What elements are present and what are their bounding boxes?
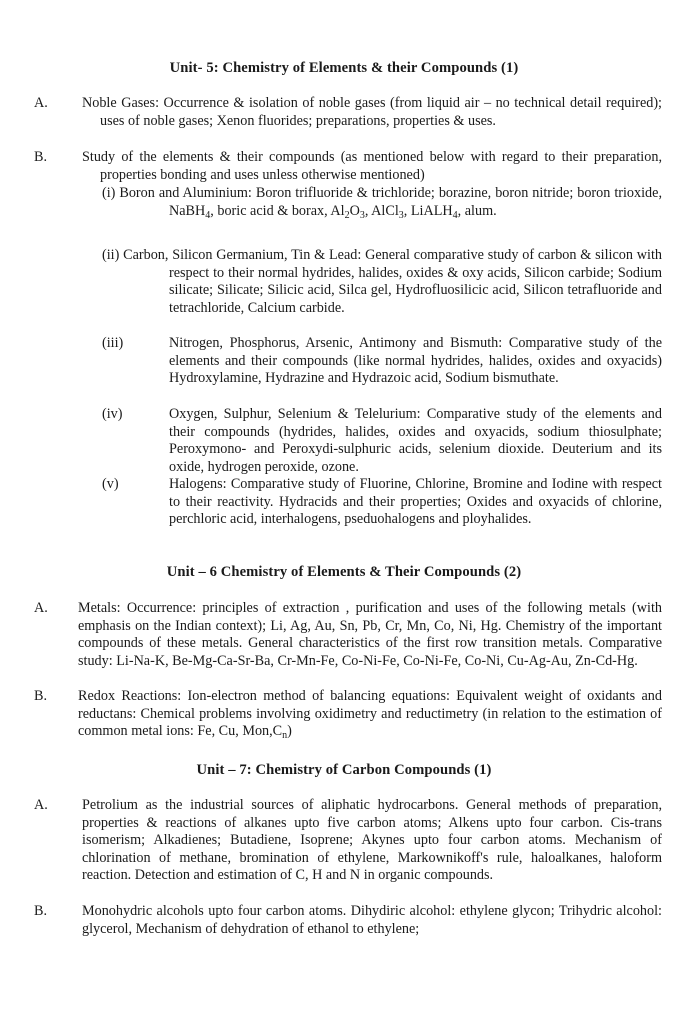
unit5-sub-iii: [102, 335, 662, 388]
sub-text: Oxygen, Sulphur, Selenium & Telelurium: Comparative study of the elements and their compounds (hydrides, halides, oxides and oxyacids, sodium thiosulphate; Peroxymono- and Peroxydi-sulphuric acids, selenium dioxide. Deuterium and its oxide, hydrogen peroxide, ozone.: [169, 406, 662, 475]
sub-number: (iv): [102, 406, 123, 422]
subscript: 4: [452, 209, 458, 221]
text-part: General comparative study of carbon & silicon with respect to their normal hydrides, halides, oxides & oxy acids, Silicon carbide; Sodium silicate; Silicate; Silicic acid, Silca gel, Hydrofluosilicic acid, Silicon tetrafluoride and tetrachloride, Calcium carbide.: [169, 247, 662, 316]
text-part: , alum.: [457, 202, 497, 219]
sub-number: (iii): [102, 335, 124, 351]
unit5-sub-v: [102, 476, 662, 529]
text-part: O: [349, 202, 360, 219]
item-marker: B.: [34, 903, 48, 919]
subscript: n: [282, 730, 288, 742]
sub-number: (v): [102, 476, 119, 492]
unit5-heading: Unit- 5: Chemistry of Elements & their Compounds (1): [169, 60, 519, 76]
text-part: Boron trifluoride & trichloride; borazine, boron nitride; boron trioxide, NaBH: [169, 185, 662, 219]
subscript: 3: [398, 209, 404, 221]
unit6-heading: Unit – 6 Chemistry of Elements & Their Compounds (2): [166, 564, 522, 580]
text-part: , AlCl: [364, 202, 399, 219]
item-text: Petrolium as the industrial sources of aliphatic hydrocarbons. General methods of preparation, properties & reactions of alkanes upto five carbon atoms; Alkens upto four carbon. Cis-trans isomerism; Alkadienes; Butadiene, Isoprene; Akynes upto four carbon atoms. Mechanism of chlorination of methane, bromination of ethylene, Markownikoff's rule, haloalkanes, haloform reaction. Detection and estimation of C, H and N in organic compounds.: [82, 797, 662, 884]
unit5-sub-iv: [102, 406, 662, 476]
sub-text: [102, 185, 662, 220]
unit6-item-b: [34, 688, 662, 741]
item-text: Noble Gases: Occurrence & isolation of noble gases (from liquid air – no technical detail required); uses of noble gases; Xenon fluorides; preparations, properties & uses.: [82, 95, 662, 129]
sub-text: Nitrogen, Phosphorus, Arsenic, Antimony and Bismuth: Comparative study of the elements and their compounds (like normal hydrides, halides, oxides and oxyacids) Hydroxylamine, Hydrazine and Hydrazoic acid, Sodium bismuthate.: [169, 335, 662, 387]
text-part: Redox Reactions: Ion-electron method of balancing equations: Equivalent weight of oxidants and reductans: Chemical problems involving oxidimetry and reductimetry (in relation to the estimation of common metal ions: Fe, Cu, Mon,C: [78, 688, 662, 740]
text-part: , LiALH: [403, 202, 453, 219]
item-marker: B.: [34, 149, 48, 165]
unit7-item-b: [34, 903, 662, 938]
unit5-item-b: [34, 149, 662, 184]
sub-text: Halogens: Comparative study of Fluorine, Chlorine, Bromine and Iodine with respect to their reactivity. Hydracids and their properties; Oxides and oxyacids of chlorine, perchloric acid, interhalogens, pseduohalogens and ployhalides.: [169, 476, 662, 528]
unit6-item-a: [34, 600, 662, 670]
sub-text: [102, 247, 662, 317]
item-marker: A.: [34, 95, 48, 111]
unit5-sub-i: [102, 185, 662, 220]
text-part: , boric acid & borax, Al: [210, 202, 345, 219]
item-text: Study of the elements & their compounds (as mentioned below with regard to their preparation, properties bonding and uses unless otherwise mentioned): [82, 149, 662, 183]
sub-label: (ii) Carbon, Silicon Germanium, Tin & Lead:: [102, 247, 362, 263]
unit5-item-a: [34, 95, 662, 130]
item-marker: A.: [34, 797, 48, 813]
item-text: Monohydric alcohols upto four carbon atoms. Dihydiric alcohol: ethylene glycon; Trihydric alcohol: glycerol, Mechanism of dehydration of ethanol to ethylene;: [82, 903, 662, 937]
subscript: 3: [359, 209, 365, 221]
subscript: 2: [344, 209, 350, 221]
item-text: Metals: Occurrence: principles of extraction , purification and uses of the following metals (with emphasis on the Indian context); Li, Ag, Au, Sn, Pb, Cr, Mn, Co, Ni, Hg. Chemistry of the important compounds of these metals. General characteristics of the first row transition metals. Comparative study: Li-Na-K, Be-Mg-Ca-Sr-Ba, Cr-Mn-Fe, Co-Ni-Fe, Co-Ni-Fe, Co-Ni, Cu-Ag-Au, Zn-Cd-Hg.: [78, 600, 662, 669]
sub-label: (i) Boron and Aluminium:: [102, 185, 252, 201]
unit5-sub-ii: [102, 247, 662, 317]
subscript: 4: [205, 209, 211, 221]
item-text: [78, 688, 662, 741]
item-marker: B.: [34, 688, 48, 704]
item-marker: A.: [34, 600, 48, 616]
unit7-item-a: [34, 797, 662, 885]
unit7-heading: Unit – 7: Chemistry of Carbon Compounds (1): [196, 762, 492, 778]
text-part: ): [287, 723, 292, 740]
